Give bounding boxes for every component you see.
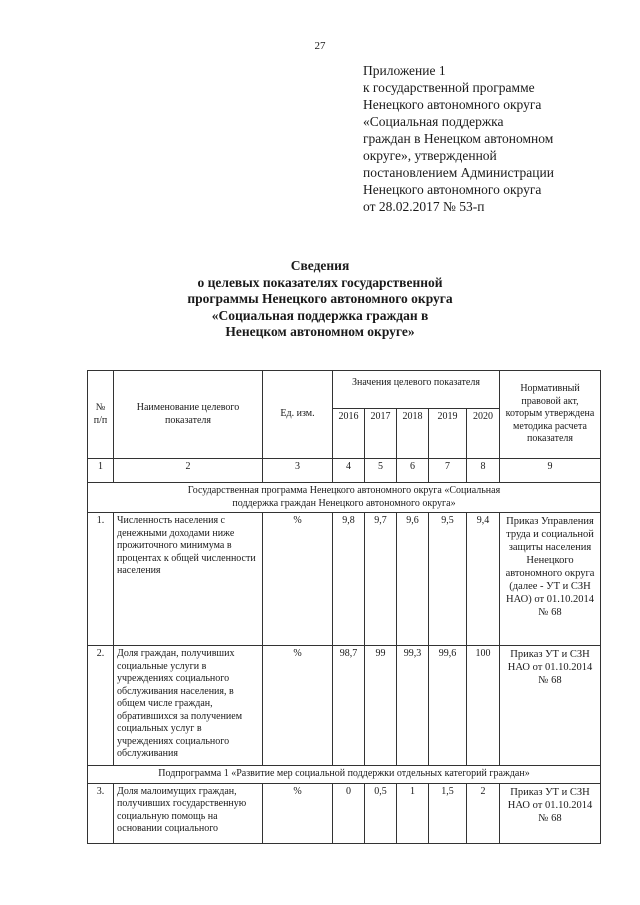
- column-number: 6: [397, 459, 429, 483]
- column-number: 5: [365, 459, 397, 483]
- header-row: [88, 371, 601, 409]
- heading-line: о целевых показателях государственной: [197, 274, 443, 290]
- program-title: Государственная программа Ненецкого автономного округа «Социальная поддержка граждан Ненецкого автономного округа»: [88, 483, 601, 513]
- appendix-block: [363, 62, 554, 215]
- row-num: 2.: [88, 646, 114, 766]
- appendix-line: граждан в Ненецком автономном: [363, 131, 554, 146]
- heading-line: «Социальная поддержка граждан в: [211, 307, 429, 323]
- row-value-2017: 0,5: [365, 783, 397, 843]
- row-value-2017: 9,7: [365, 513, 397, 646]
- column-number: 1: [88, 459, 114, 483]
- column-number: 3: [263, 459, 333, 483]
- row-value-2020: 2: [467, 783, 500, 843]
- row-norm-act: Приказ Управления труда и социальной защиты населения Ненецкого автономного округа (далее - УТ и СЗН НАО) от 01.10.2014 № 68: [500, 513, 601, 646]
- appendix-line: округе», утвержденной: [363, 148, 497, 163]
- appendix-line: Ненецкого автономного округа: [363, 182, 542, 197]
- row-indicator-name: Доля малоимущих граждан, получивших государственную социальную помощь на основании социального: [114, 783, 263, 843]
- row-unit: %: [263, 513, 333, 646]
- row-value-2019: 9,5: [429, 513, 467, 646]
- table-row: [88, 646, 601, 766]
- appendix-line: постановлением Администрации: [363, 165, 554, 180]
- column-number: 4: [333, 459, 365, 483]
- row-norm-act: Приказ УТ и СЗН НАО от 01.10.2014 № 68: [500, 783, 601, 843]
- column-number: 7: [429, 459, 467, 483]
- row-value-2018: 9,6: [397, 513, 429, 646]
- row-value-2016: 98,7: [333, 646, 365, 766]
- row-value-2018: 1: [397, 783, 429, 843]
- subprogram-title: Подпрограмма 1 «Развитие мер социальной поддержки отдельных категорий граждан»: [88, 766, 601, 784]
- column-numbers-row: [88, 459, 601, 483]
- header-norm: Нормативный правовой акт, которым утверждена методика расчета показателя: [500, 371, 601, 459]
- row-value-2019: 99,6: [429, 646, 467, 766]
- row-value-2019: 1,5: [429, 783, 467, 843]
- appendix-line: к государственной программе: [363, 80, 535, 95]
- row-value-2017: 99: [365, 646, 397, 766]
- row-value-2018: 99,3: [397, 646, 429, 766]
- column-number: 2: [114, 459, 263, 483]
- header-year: 2017: [365, 409, 397, 459]
- heading-line: программы Ненецкого автономного округа: [187, 291, 453, 306]
- indicators-table: [87, 370, 601, 844]
- header-year: 2020: [467, 409, 500, 459]
- row-value-2020: 9,4: [467, 513, 500, 646]
- header-unit: Ед. изм.: [263, 371, 333, 459]
- header-year: 2016: [333, 409, 365, 459]
- subprogram-row: [88, 766, 601, 784]
- column-number: 8: [467, 459, 500, 483]
- table-row: [88, 513, 601, 646]
- row-indicator-name: Доля граждан, получивших социальные услуги в учреждениях социального обслуживания населения, в общем числе граждан, обратившихся за получением социальных услуг в учреждениях социального обслуживания: [114, 646, 263, 766]
- row-num: 3.: [88, 783, 114, 843]
- table-row: [88, 783, 601, 843]
- row-value-2016: 9,8: [333, 513, 365, 646]
- heading-line: Сведения: [290, 258, 350, 273]
- row-value-2016: 0: [333, 783, 365, 843]
- row-indicator-name: Численность населения с денежными доходами ниже прожиточного минимума в процентах к общей численности населения: [114, 513, 263, 646]
- row-value-2020: 100: [467, 646, 500, 766]
- column-number: 9: [500, 459, 601, 483]
- header-year: 2019: [429, 409, 467, 459]
- row-norm-act: Приказ УТ и СЗН НАО от 01.10.2014 № 68: [500, 646, 601, 766]
- heading-line: Ненецком автономном округе»: [225, 324, 415, 339]
- appendix-line: Ненецкого автономного округа: [363, 97, 542, 112]
- appendix-line: Приложение 1: [363, 63, 446, 78]
- header-values-group: Значения целевого показателя: [333, 371, 500, 409]
- header-name: Наименование целевого показателя: [114, 371, 263, 459]
- program-row: [88, 483, 601, 513]
- appendix-line: от 28.02.2017 № 53-п: [363, 199, 485, 214]
- row-num: 1.: [88, 513, 114, 646]
- appendix-line: «Социальная поддержка: [363, 114, 504, 129]
- row-unit: %: [263, 783, 333, 843]
- header-year: 2018: [397, 409, 429, 459]
- header-num: № п/п: [88, 371, 114, 459]
- row-unit: %: [263, 646, 333, 766]
- document-heading: [0, 258, 640, 341]
- page-number: 27: [314, 40, 326, 52]
